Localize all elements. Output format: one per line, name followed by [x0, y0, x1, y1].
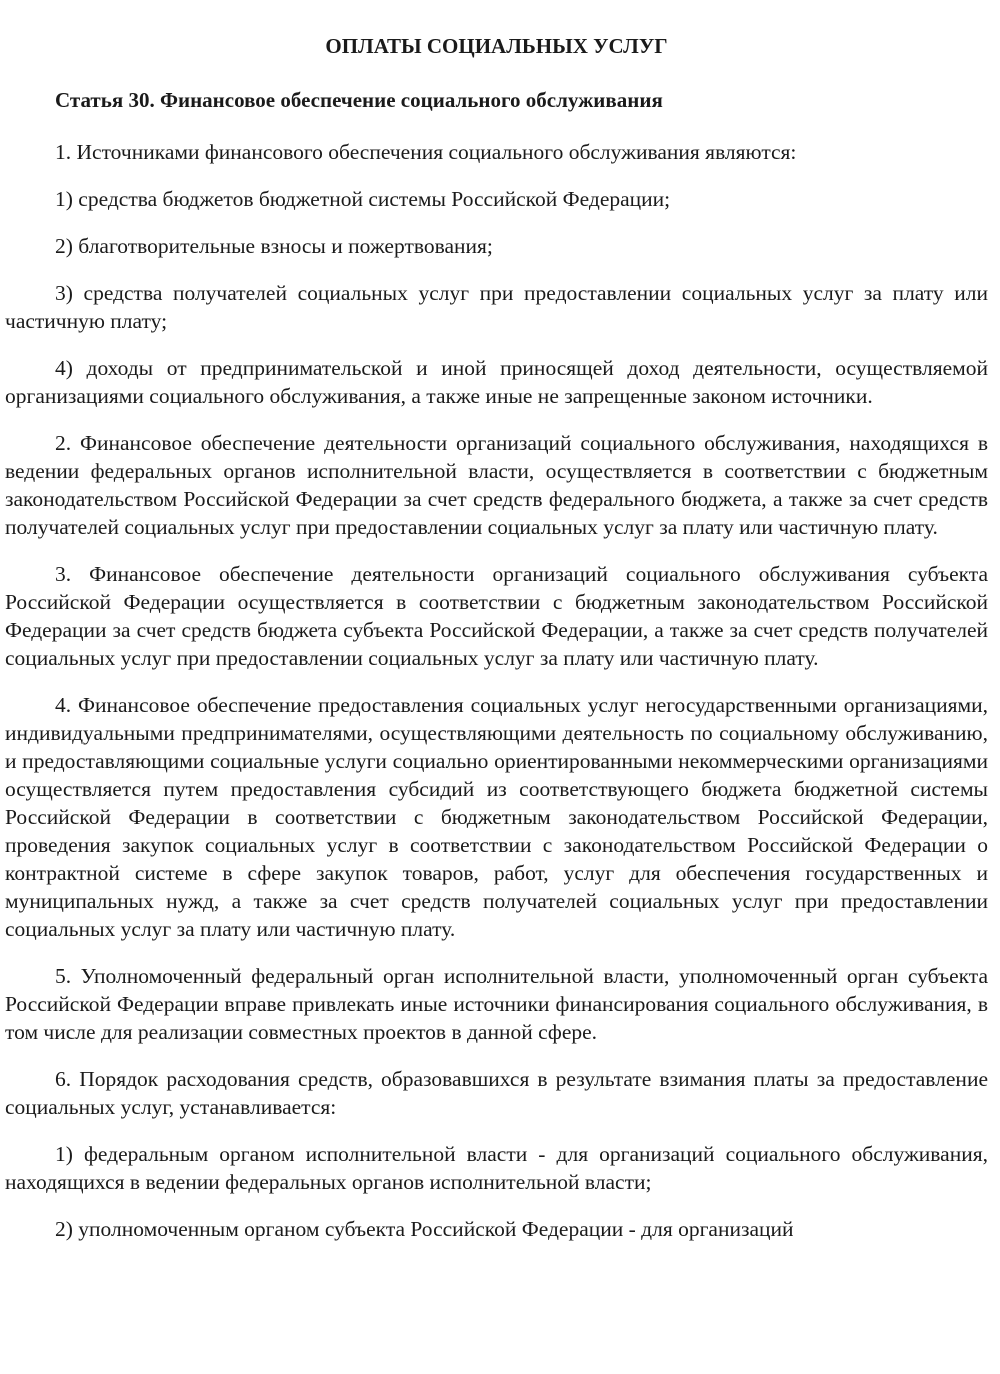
- paragraph: 5. Уполномоченный федеральный орган исполнительной власти, уполномоченный орган субъекта Российской Федерации вправе привлекать иные источники финансирования социального обслуживания, в том числе для реализации совместных проектов в данной сфере.: [5, 964, 988, 1044]
- paragraph: 6. Порядок расходования средств, образовавшихся в результате взимания платы за предоставление социальных услуг, устанавливается:: [5, 1067, 988, 1119]
- paragraph: 1) средства бюджетов бюджетной системы Российской Федерации;: [55, 187, 671, 211]
- paragraph: 1. Источниками финансового обеспечения социального обслуживания являются:: [55, 140, 797, 164]
- article-body: [5, 138, 988, 1243]
- paragraph: 4) доходы от предпринимательской и иной приносящей доход деятельности, осуществляемой организациями социального обслуживания, а также иные не запрещенные законом источники.: [5, 356, 988, 408]
- paragraph: 1) федеральным органом исполнительной власти - для организаций социального обслуживания, находящихся в ведении федеральных органов исполнительной власти;: [5, 1142, 988, 1194]
- article-title: Статья 30. Финансовое обеспечение социального обслуживания: [55, 88, 663, 112]
- paragraph: 4. Финансовое обеспечение предоставления социальных услуг негосударственными организациями, индивидуальными предпринимателями, осуществляющими деятельность по социальному обслуживанию, и предоставляющими социальные услуги социально ориентированными некоммерческими организациями осуществляется путем предоставления субсидий из соответствующего бюджета бюджетной системы Российской Федерации в соответствии с бюджетным законодательством Российской Федерации, проведения закупок социальных услуг в соответствии с законодательством Российской Федерации о контрактной системе в сфере закупок товаров, работ, услуг для обеспечения государственных и муниципальных нужд, а также за счет средств получателей социальных услуг при предоставлении социальных услуг за плату или частичную плату.: [5, 693, 988, 941]
- paragraph: 2) уполномоченным органом субъекта Российской Федерации - для организаций: [55, 1217, 794, 1241]
- paragraph: 3. Финансовое обеспечение деятельности организаций социального обслуживания субъекта Российской Федерации осуществляется в соответствии с бюджетным законодательством Российской Федерации за счет средств бюджета субъекта Российской Федерации, а также за счет средств получателей социальных услуг при предоставлении социальных услуг за плату или частичную плату.: [5, 562, 988, 670]
- paragraph: 2. Финансовое обеспечение деятельности организаций социального обслуживания, находящихся в ведении федеральных органов исполнительной власти, осуществляется в соответствии с бюджетным законодательством Российской Федерации за счет средств федерального бюджета, а также за счет средств получателей социальных услуг при предоставлении социальных услуг за плату или частичную плату.: [5, 431, 988, 539]
- paragraph: 3) средства получателей социальных услуг при предоставлении социальных услуг за плату или частичную плату;: [5, 281, 988, 333]
- document-title: ОПЛАТЫ СОЦИАЛЬНЫХ УСЛУГ: [325, 34, 668, 58]
- paragraph: 2) благотворительные взносы и пожертвования;: [55, 234, 493, 258]
